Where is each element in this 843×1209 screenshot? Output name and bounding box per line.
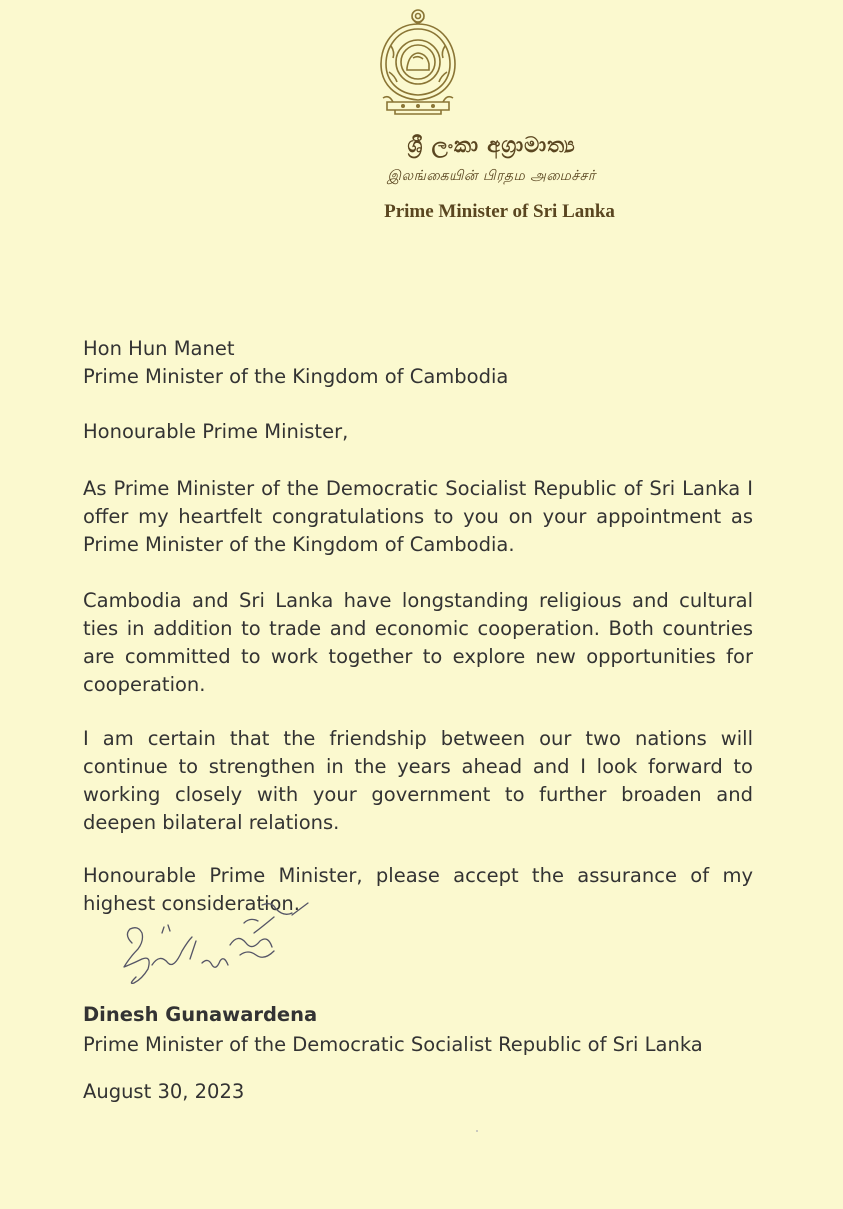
salutation: Honourable Prime Minister, xyxy=(83,420,349,443)
signature xyxy=(112,893,327,1003)
signer-name: Dinesh Gunawardena xyxy=(83,1003,318,1026)
body-paragraph-1: As Prime Minister of the Democratic Socialist Republic of Sri Lanka I offer my heartfelt congratulations to you on your appointment as Prime Minister of the Kingdom of Cambodia. xyxy=(83,477,753,556)
body-paragraph-2: Cambodia and Sri Lanka have longstanding religious and cultural ties in addition to trade and economic cooperation. Both countries are committed to work together to explore new opportunities for cooperation. xyxy=(83,589,753,696)
recipient-title: Prime Minister of the Kingdom of Cambodia xyxy=(83,365,509,388)
letterhead-english: Prime Minister of Sri Lanka xyxy=(384,201,615,222)
letterhead-tamil: இலங்கையின் பிரதம அமைச்சர் xyxy=(387,168,596,184)
recipient-name: Hon Hun Manet xyxy=(83,337,235,360)
letterhead-sinhala: ශ්‍රී ලංකා අග්‍රාමාත්‍ය xyxy=(407,132,576,157)
paper-speck xyxy=(476,1130,478,1132)
body-paragraph-3: I am certain that the friendship between our two nations will continue to strengthen in the years ahead and I look forward to working closely with your government to further broaden and deepen bilateral relations. xyxy=(83,727,753,834)
body-paragraph-4: Honourable Prime Minister, please accept the assurance of my highest consideration. xyxy=(83,864,753,915)
letter-date: August 30, 2023 xyxy=(83,1080,245,1103)
state-emblem-icon xyxy=(373,6,463,120)
signer-title: Prime Minister of the Democratic Socialist Republic of Sri Lanka xyxy=(83,1033,703,1056)
